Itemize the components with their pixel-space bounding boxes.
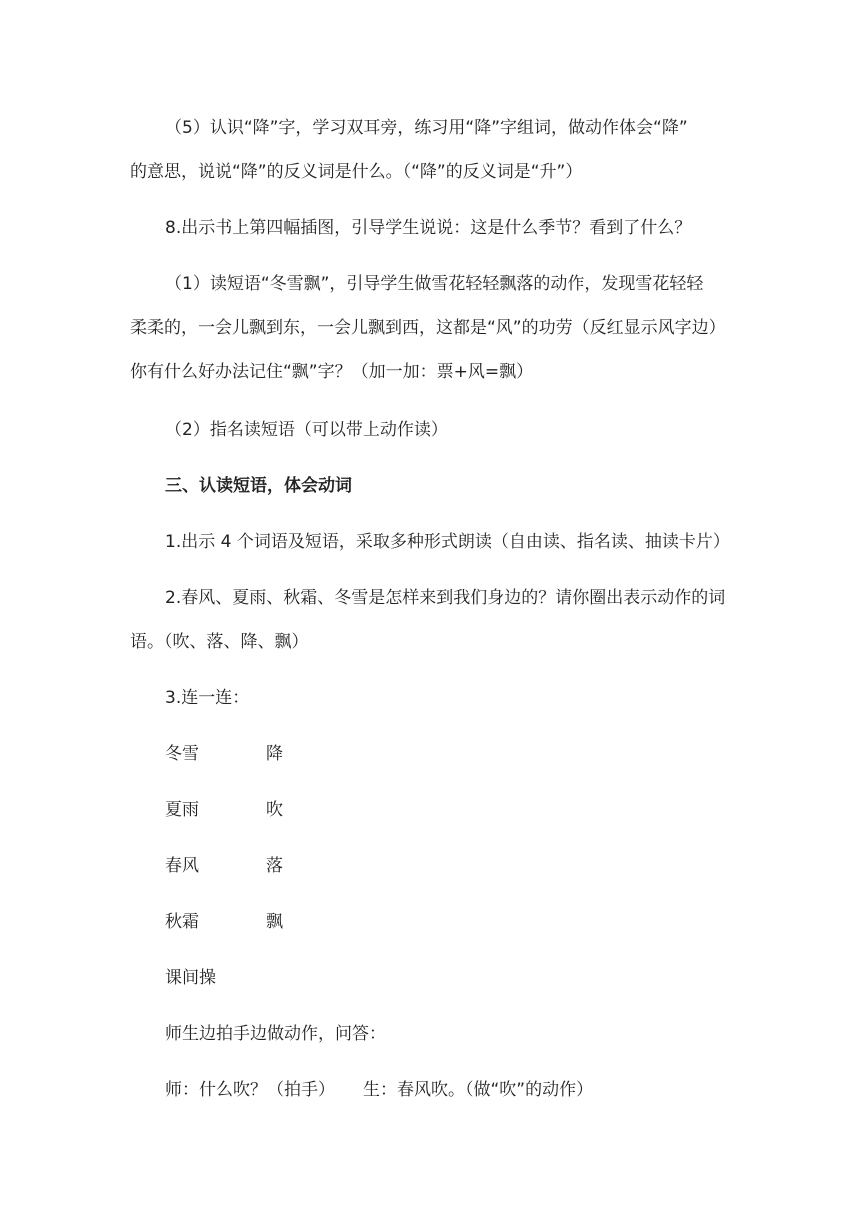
match-left-1: 冬雪: [165, 744, 199, 764]
match-right-4: 飘: [266, 912, 283, 932]
break-description: 师生边拍手边做动作，问答：: [165, 1024, 386, 1044]
section-3-heading: 三、认读短语，体会动词: [165, 476, 352, 496]
match-left-3: 春风: [165, 856, 199, 876]
match-left-2: 夏雨: [165, 800, 199, 820]
step-3: 3.连一连：: [165, 688, 250, 708]
paragraph-8-1-line-2: 柔柔的，一会儿飘到东，一会儿飘到西，这都是“风”的功劳（反红显示风字边）: [130, 318, 726, 338]
dialog-teacher: 师：什么吹？（拍手）: [165, 1080, 335, 1100]
step-2-line-2: 语。（吹、落、降、飘）: [130, 632, 309, 652]
match-left-4: 秋霜: [165, 912, 199, 932]
step-2-line-1: 2.春风、夏雨、秋霜、冬雪是怎样来到我们身边的？请你圈出表示动作的词: [165, 588, 726, 608]
match-right-3: 落: [266, 856, 283, 876]
paragraph-5-line-1: （5）认识“降”字，学习双耳旁，练习用“降”字组词，做动作体会“降”: [165, 118, 688, 138]
match-right-2: 吹: [266, 800, 283, 820]
dialog-student: 生：春风吹。（做“吹”的动作）: [363, 1080, 594, 1100]
paragraph-8-1-line-1: （1）读短语“冬雪飘”，引导学生做雪花轻轻飘落的动作，发现雪花轻轻: [165, 274, 704, 294]
paragraph-8-2: （2）指名读短语（可以带上动作读）: [165, 420, 448, 440]
paragraph-8-1-line-3: 你有什么好办法记住“飘”字？（加一加：票+风=飘）: [130, 362, 534, 382]
paragraph-5-line-2: 的意思，说说“降”的反义词是什么。（“降”的反义词是“升”）: [130, 162, 583, 182]
step-1: 1.出示 4 个词语及短语，采取多种形式朗读（自由读、指名读、抽读卡片）: [165, 532, 730, 552]
match-right-1: 降: [266, 744, 283, 764]
break-title: 课间操: [165, 968, 216, 988]
paragraph-8: 8.出示书上第四幅插图，引导学生说说：这是什么季节？看到了什么？: [165, 218, 692, 238]
